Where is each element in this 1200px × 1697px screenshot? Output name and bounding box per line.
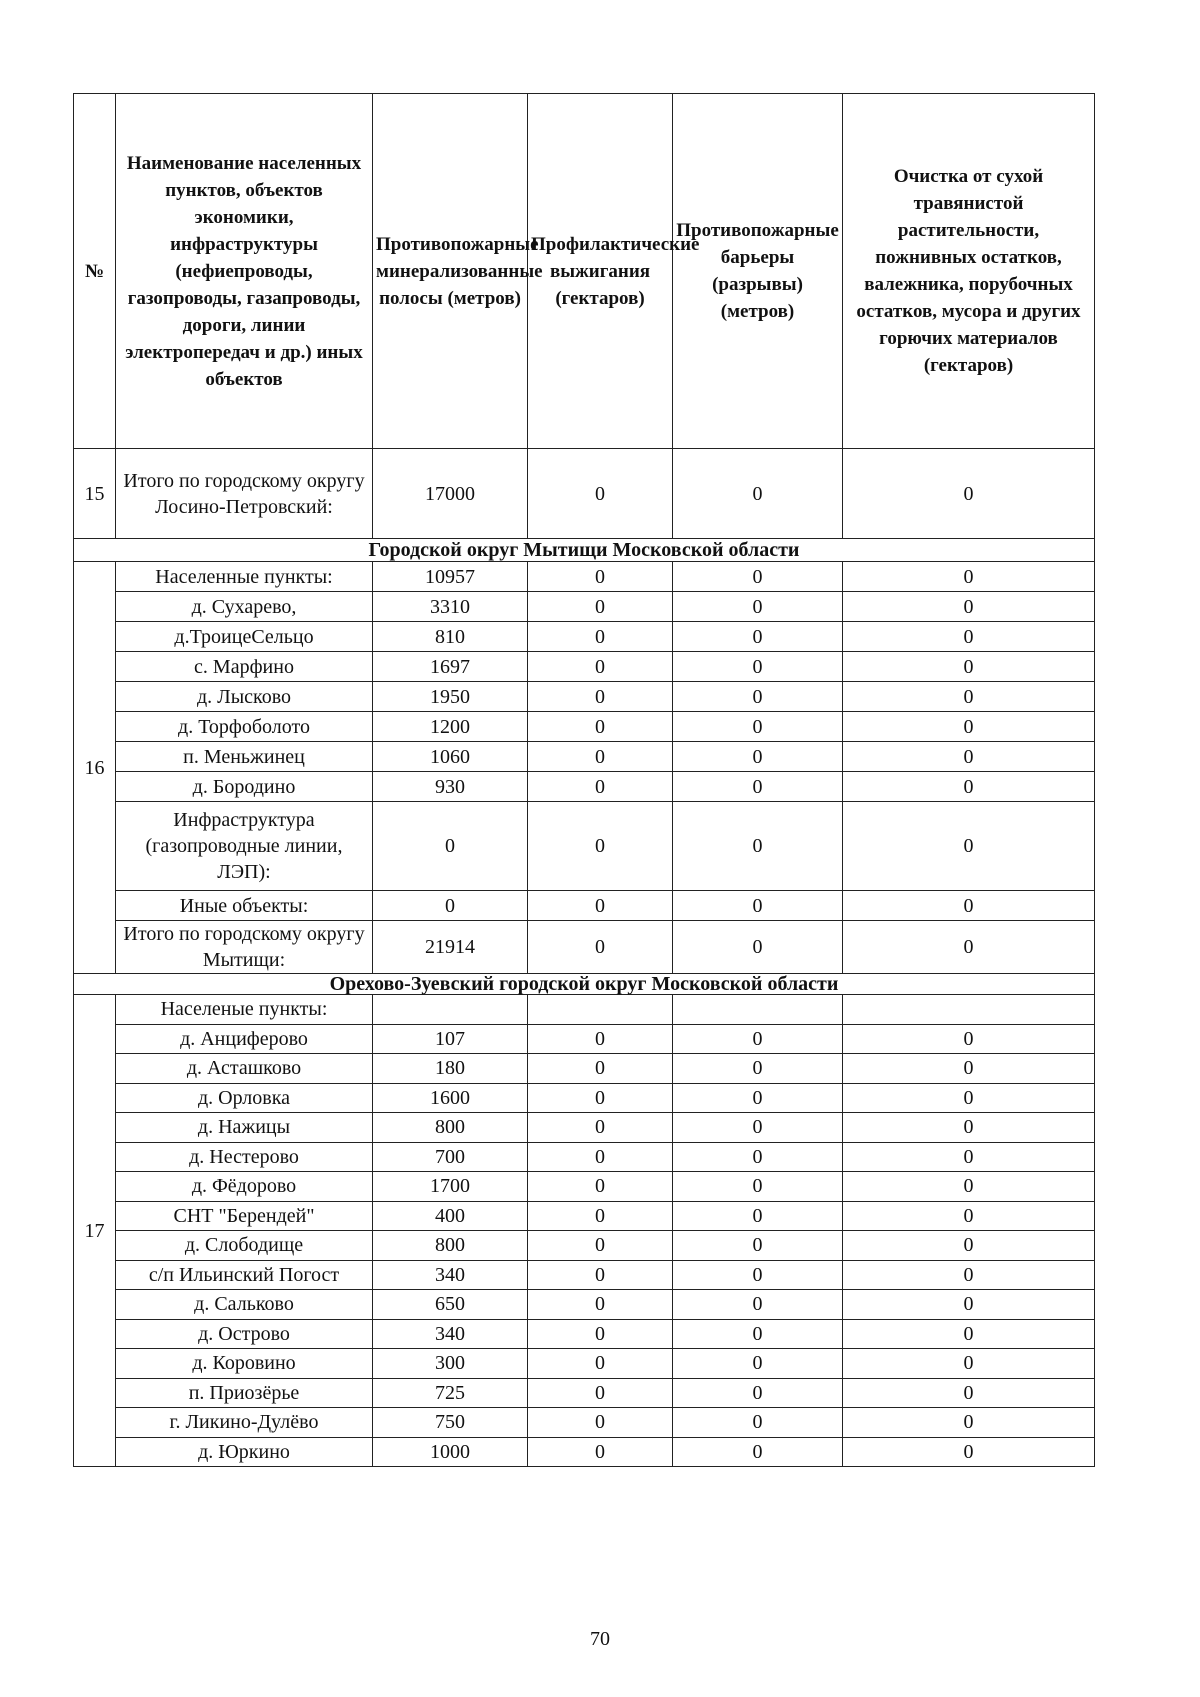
table-row-total-15	[74, 449, 1095, 539]
barrier-value: 0	[673, 1024, 843, 1054]
table-row	[74, 1408, 1095, 1438]
table-row	[74, 1378, 1095, 1408]
row-name: Итого по городскому округу Мытищи:	[116, 921, 373, 974]
barrier-value: 0	[673, 1142, 843, 1172]
barrier-value: 0	[673, 1378, 843, 1408]
barrier-value: 0	[673, 682, 843, 712]
table-row	[74, 1142, 1095, 1172]
row-name: Населенные пункты:	[116, 562, 373, 592]
clean-value: 0	[843, 1231, 1095, 1261]
row-name: Населеные пункты:	[116, 995, 373, 1025]
table-header-row	[74, 94, 1095, 449]
empty-cell	[843, 995, 1095, 1025]
table-row	[74, 562, 1095, 592]
mineral-value: 107	[373, 1024, 528, 1054]
table-row	[74, 712, 1095, 742]
mineral-value: 650	[373, 1290, 528, 1320]
clean-value: 0	[843, 1408, 1095, 1438]
table-row	[74, 1113, 1095, 1143]
burn-value: 0	[528, 891, 673, 921]
barrier-value: 0	[673, 1408, 843, 1438]
clean-value: 0	[843, 1378, 1095, 1408]
fire-measures-table	[73, 93, 1095, 1467]
burn-value: 0	[528, 1172, 673, 1202]
section-title: Орехово-Зуевский городской округ Московской области	[74, 974, 1095, 995]
clean-value: 0	[843, 592, 1095, 622]
barrier-value: 0	[673, 1113, 843, 1143]
row-name: д. Бородино	[116, 772, 373, 802]
table-row-total-16	[74, 921, 1095, 974]
burn-value: 0	[528, 1083, 673, 1113]
mineral-value: 1600	[373, 1083, 528, 1113]
mineral-value: 1000	[373, 1437, 528, 1467]
table-row	[74, 682, 1095, 712]
barrier-value: 0	[673, 802, 843, 891]
header-vegetation-clearing: Очистка от сухой травянистой растительности, пожнивных остатков, валежника, порубочных остатков, мусора и других горючих материалов (гектаров)	[843, 94, 1095, 449]
clean-value: 0	[843, 622, 1095, 652]
table-row	[74, 1054, 1095, 1084]
row-name: д. Сальково	[116, 1290, 373, 1320]
barrier-value: 0	[673, 1349, 843, 1379]
row-name: д. Анциферово	[116, 1024, 373, 1054]
burn-value: 0	[528, 921, 673, 974]
mineral-value: 3310	[373, 592, 528, 622]
empty-cell	[373, 995, 528, 1025]
burn-value: 0	[528, 1231, 673, 1261]
empty-cell	[528, 995, 673, 1025]
barrier-value: 0	[673, 562, 843, 592]
burn-value: 0	[528, 592, 673, 622]
row-name: д. Юркино	[116, 1437, 373, 1467]
mineral-value: 725	[373, 1378, 528, 1408]
table-row	[74, 622, 1095, 652]
burn-value: 0	[528, 562, 673, 592]
row-name: д. Нестерово	[116, 1142, 373, 1172]
clean-value: 0	[843, 742, 1095, 772]
barrier-value: 0	[673, 1201, 843, 1231]
table-row	[74, 1083, 1095, 1113]
clean-value: 0	[843, 1319, 1095, 1349]
burn-value: 0	[528, 1260, 673, 1290]
mineral-value: 0	[373, 802, 528, 891]
table-row-lead	[74, 995, 1095, 1025]
mineral-value: 340	[373, 1260, 528, 1290]
row-name: д. Фёдорово	[116, 1172, 373, 1202]
section-title: Городской округ Мытищи Московской области	[74, 539, 1095, 562]
clean-value: 0	[843, 1083, 1095, 1113]
row-name: д. Асташково	[116, 1054, 373, 1084]
table-row	[74, 1290, 1095, 1320]
mineral-value: 1700	[373, 1172, 528, 1202]
header-mineralized-strips: Противопожарные минерализованные полосы (метров)	[373, 94, 528, 449]
table-row	[74, 1231, 1095, 1261]
row-name: д. Орловка	[116, 1083, 373, 1113]
barrier-value: 0	[673, 1172, 843, 1202]
mineral-value: 1200	[373, 712, 528, 742]
row-name: СНТ "Берендей"	[116, 1201, 373, 1231]
clean-value: 0	[843, 1201, 1095, 1231]
mineral-value: 800	[373, 1113, 528, 1143]
barrier-value: 0	[673, 742, 843, 772]
clean-value: 0	[843, 1290, 1095, 1320]
barrier-value: 0	[673, 652, 843, 682]
burn-value: 0	[528, 712, 673, 742]
row-number: 17	[74, 995, 116, 1467]
header-name: Наименование населенных пунктов, объектов экономики, инфраструктуры (нефиепроводы, газопроводы, газапроводы, дороги, линии электропередач и др.) иных объектов	[116, 94, 373, 449]
barrier-value: 0	[673, 1437, 843, 1467]
burn-value: 0	[528, 449, 673, 539]
header-number: №	[74, 94, 116, 449]
row-name: д.ТроицеСельцо	[116, 622, 373, 652]
mineral-value: 400	[373, 1201, 528, 1231]
clean-value: 0	[843, 1349, 1095, 1379]
table-row	[74, 1201, 1095, 1231]
barrier-value: 0	[673, 592, 843, 622]
clean-value: 0	[843, 921, 1095, 974]
burn-value: 0	[528, 1024, 673, 1054]
barrier-value: 0	[673, 1231, 843, 1261]
fire-safety-table-page	[73, 93, 1094, 1467]
table-row	[74, 1437, 1095, 1467]
clean-value: 0	[843, 1172, 1095, 1202]
empty-cell	[673, 995, 843, 1025]
row-name: д. Слободище	[116, 1231, 373, 1261]
table-row	[74, 1172, 1095, 1202]
mineral-value: 700	[373, 1142, 528, 1172]
row-name: д. Торфоболото	[116, 712, 373, 742]
burn-value: 0	[528, 1290, 673, 1320]
row-name: Инфраструктура (газопроводные линии, ЛЭП):	[116, 802, 373, 891]
burn-value: 0	[528, 1437, 673, 1467]
barrier-value: 0	[673, 712, 843, 742]
table-row	[74, 652, 1095, 682]
barrier-value: 0	[673, 1083, 843, 1113]
mineral-value: 21914	[373, 921, 528, 974]
burn-value: 0	[528, 1408, 673, 1438]
mineral-value: 0	[373, 891, 528, 921]
header-prescribed-burning: Профилактические выжигания (гектаров)	[528, 94, 673, 449]
row-name: д. Коровино	[116, 1349, 373, 1379]
clean-value: 0	[843, 1024, 1095, 1054]
burn-value: 0	[528, 802, 673, 891]
barrier-value: 0	[673, 921, 843, 974]
mineral-value: 750	[373, 1408, 528, 1438]
row-name: с/п Ильинский Погост	[116, 1260, 373, 1290]
row-number: 15	[74, 449, 116, 539]
mineral-value: 1060	[373, 742, 528, 772]
mineral-value: 17000	[373, 449, 528, 539]
clean-value: 0	[843, 772, 1095, 802]
mineral-value: 800	[373, 1231, 528, 1261]
burn-value: 0	[528, 1378, 673, 1408]
row-name: д. Нажицы	[116, 1113, 373, 1143]
clean-value: 0	[843, 1113, 1095, 1143]
clean-value: 0	[843, 891, 1095, 921]
table-row	[74, 772, 1095, 802]
mineral-value: 10957	[373, 562, 528, 592]
burn-value: 0	[528, 622, 673, 652]
barrier-value: 0	[673, 1319, 843, 1349]
burn-value: 0	[528, 1142, 673, 1172]
clean-value: 0	[843, 1260, 1095, 1290]
row-name: г. Ликино-Дулёво	[116, 1408, 373, 1438]
burn-value: 0	[528, 772, 673, 802]
clean-value: 0	[843, 712, 1095, 742]
row-name: п. Меньжинец	[116, 742, 373, 772]
row-number: 16	[74, 562, 116, 974]
burn-value: 0	[528, 652, 673, 682]
row-name: Иные объекты:	[116, 891, 373, 921]
mineral-value: 1697	[373, 652, 528, 682]
table-row-infrastructure	[74, 802, 1095, 891]
row-name: п. Приозёрье	[116, 1378, 373, 1408]
row-name: д. Острово	[116, 1319, 373, 1349]
barrier-value: 0	[673, 891, 843, 921]
table-row	[74, 1349, 1095, 1379]
barrier-value: 0	[673, 772, 843, 802]
row-name: д. Лысково	[116, 682, 373, 712]
burn-value: 0	[528, 1113, 673, 1143]
burn-value: 0	[528, 1349, 673, 1379]
burn-value: 0	[528, 682, 673, 712]
table-row	[74, 1260, 1095, 1290]
clean-value: 0	[843, 562, 1095, 592]
barrier-value: 0	[673, 1290, 843, 1320]
mineral-value: 810	[373, 622, 528, 652]
clean-value: 0	[843, 1437, 1095, 1467]
mineral-value: 300	[373, 1349, 528, 1379]
barrier-value: 0	[673, 1260, 843, 1290]
clean-value: 0	[843, 652, 1095, 682]
table-row	[74, 592, 1095, 622]
clean-value: 0	[843, 1142, 1095, 1172]
row-name: с. Марфино	[116, 652, 373, 682]
burn-value: 0	[528, 1201, 673, 1231]
table-row	[74, 742, 1095, 772]
row-name: Итого по городскому округу Лосино-Петровский:	[116, 449, 373, 539]
barrier-value: 0	[673, 449, 843, 539]
page-number: 70	[590, 1628, 610, 1650]
mineral-value: 930	[373, 772, 528, 802]
mineral-value: 1950	[373, 682, 528, 712]
barrier-value: 0	[673, 622, 843, 652]
mineral-value: 180	[373, 1054, 528, 1084]
clean-value: 0	[843, 682, 1095, 712]
clean-value: 0	[843, 802, 1095, 891]
section-title-row-17	[74, 974, 1095, 995]
header-fire-barriers: Противопожарные барьеры (разрывы) (метров)	[673, 94, 843, 449]
table-row	[74, 1024, 1095, 1054]
clean-value: 0	[843, 1054, 1095, 1084]
barrier-value: 0	[673, 1054, 843, 1084]
table-row	[74, 1319, 1095, 1349]
table-row-other-objects	[74, 891, 1095, 921]
burn-value: 0	[528, 1054, 673, 1084]
burn-value: 0	[528, 742, 673, 772]
mineral-value: 340	[373, 1319, 528, 1349]
row-name: д. Сухарево,	[116, 592, 373, 622]
burn-value: 0	[528, 1319, 673, 1349]
section-title-row-16	[74, 539, 1095, 562]
clean-value: 0	[843, 449, 1095, 539]
